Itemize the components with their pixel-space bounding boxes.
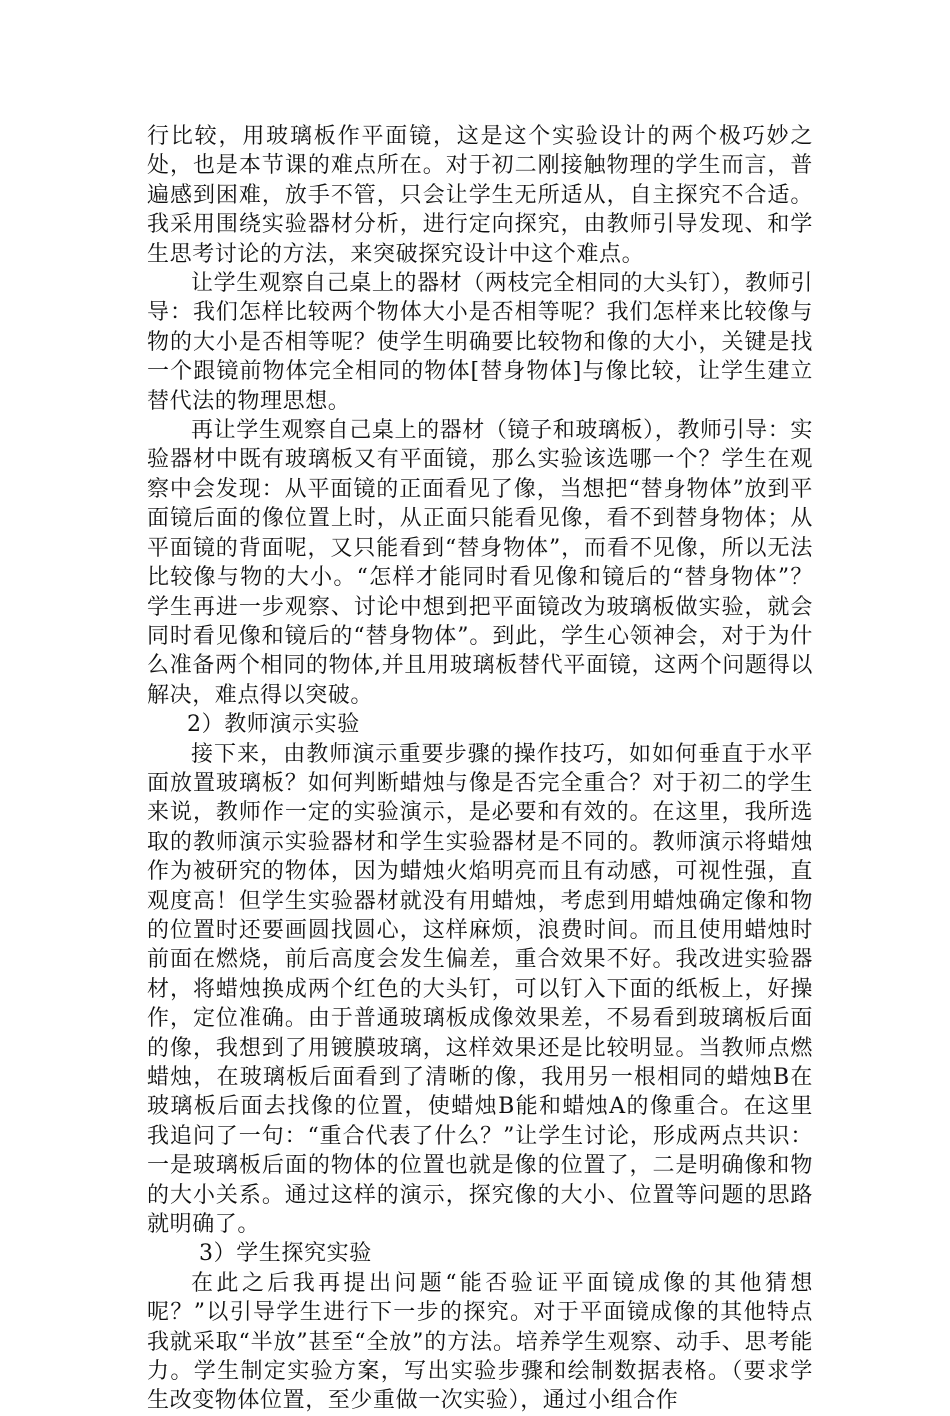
section-heading-student-experiment: 3）学生探究实验 — [199, 1241, 372, 1267]
paragraph-glass-plate: 再让学生观察自己桌上的器材（镜子和玻璃板），教师引导：实验器材中既有玻璃板又有平面镜，那么实验该选哪一个？学生在观察中会发现：从平面镜的正面看见了像，当想把“替身物体”放到平面镜后面的像位置上时，从正面只能看见像，看不到替身物体；从平面镜的背面呢，又只能看到“替身物体”，而看不见像，所以无法比较像与物的大小。“怎样才能同时看见像和镜后的“替身物体”？学生再进一步观察、讨论中想到把平面镜改为玻璃板做实验，就会同时看见像和镜后的“替身物体”。到此，学生心领神会，对于为什么准备两个相同的物体,并且用玻璃板替代平面镜，这两个问题得以解决，难点得以突破。 — [147, 418, 813, 708]
paragraph-experiment-design: 行比较，用玻璃板作平面镜，这是这个实验设计的两个极巧妙之处，也是本节课的难点所在。对于初二刚接触物理的学生而言，普遍感到困难，放手不管，只会让学生无所适从，自主探究不合适。我采用围绕实验器材分析，进行定向探究，由教师引导发现、和学生思考讨论的方法，来突破探究设计中这个难点。 — [147, 124, 813, 267]
paragraph-teacher-demo: 接下来，由教师演示重要步骤的操作技巧，如如何垂直于水平面放置玻璃板？如何判断蜡烛与像是否完全重合？对于初二的学生来说，教师作一定的实验演示，是必要和有效的。在这里，我所选取的教师演示实验器材和学生实验器材是不同的。教师演示将蜡烛作为被研究的物体，因为蜡烛火焰明亮而且有动感，可视性强，直观度高！但学生实验器材就没有用蜡烛，考虑到用蜡烛确定像和物的位置时还要画圆找圆心，这样麻烦，浪费时间。而且使用蜡烛时前面在燃烧，前后高度会发生偏差，重合效果不好。我改进实验器材，将蜡烛换成两个红色的大头钉，可以钉入下面的纸板上，好操作，定位准确。由于普通玻璃板成像效果差，不易看到玻璃板后面的像，我想到了用镀膜玻璃，这样效果还是比较明显。当教师点燃蜡烛，在玻璃板后面看到了清晰的像，我用另一根相同的蜡烛B在玻璃板后面去找像的位置，使蜡烛B能和蜡烛A的像重合。在这里我追问了一句：“重合代表了什么？”让学生讨论，形成两点共识：一是玻璃板后面的物体的位置也就是像的位置了，二是明确像和物的大小关系。通过这样的演示，探究像的大小、位置等问题的思路就明确了。 — [147, 741, 813, 1238]
paragraph-student-experiment: 在此之后我再提出问题“能否验证平面镜成像的其他猜想呢？”以引导学生进行下一步的探究。对于平面镜成像的其他特点我就采取“半放”甚至“全放”的方法。培养学生观察、动手、思考能力。学生制定实验方案，写出实验步骤和绘制数据表格。（要求学生改变物体位置，至少重做一次实验），通过小组合作 — [147, 1270, 813, 1414]
paragraph-substitute-object: 让学生观察自己桌上的器材（两枝完全相同的大头钉），教师引导：我们怎样比较两个物体大小是否相等呢？我们怎样来比较像与物的大小是否相等呢？使学生明确要比较物和像的大小，关键是找一个跟镜前物体完全相同的物体[替身物体]与像比较，让学生建立替代法的物理思想。 — [147, 271, 813, 414]
document-body — [147, 122, 813, 1416]
section-heading-teacher-demo: 2）教师演示实验 — [187, 712, 360, 738]
